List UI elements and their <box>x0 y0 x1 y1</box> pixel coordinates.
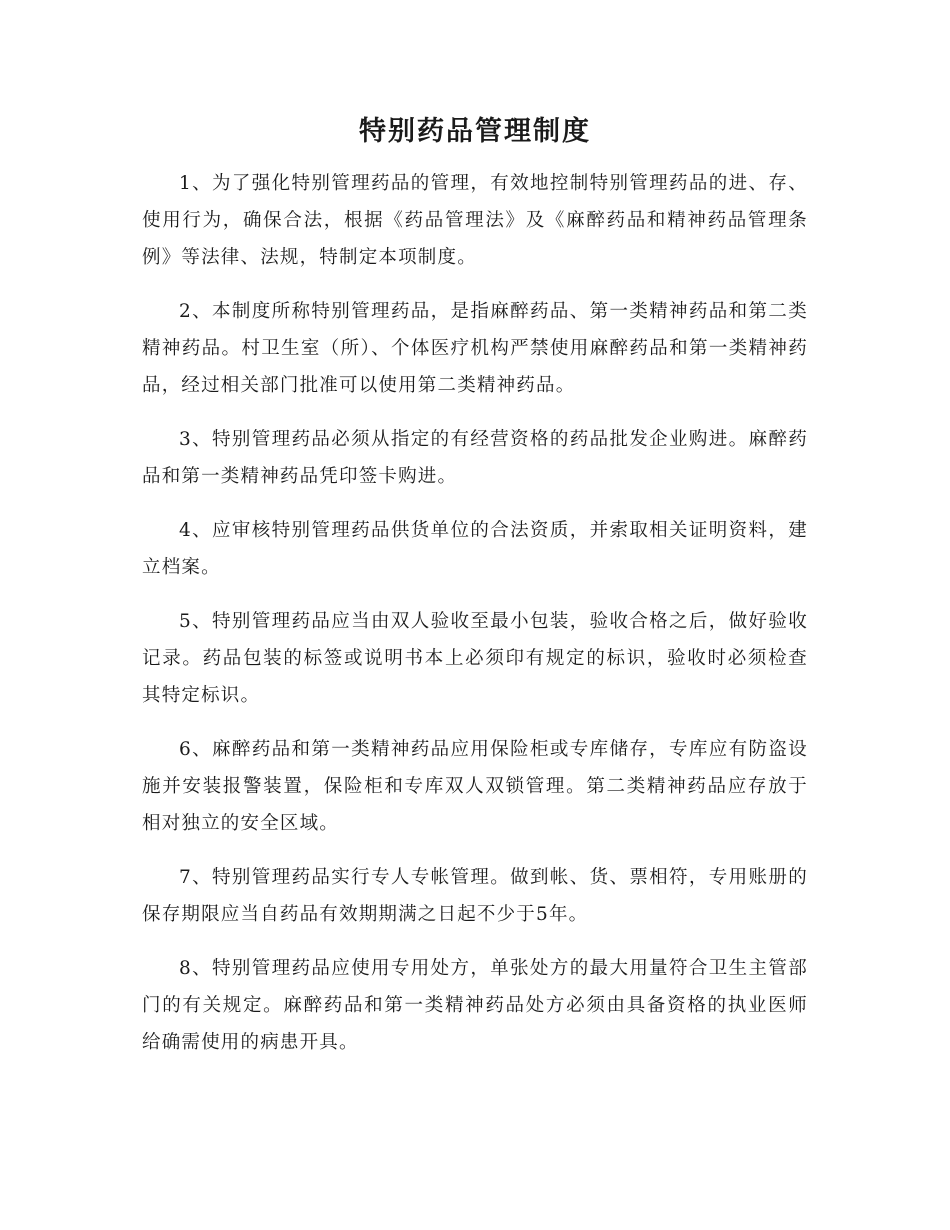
paragraph-3: 3、特别管理药品必须从指定的有经营资格的药品批发企业购进。麻醉药品和第一类精神药品凭印签卡购进。 <box>142 429 808 487</box>
paragraph-4: 4、应审核特别管理药品供货单位的合法资质，并索取相关证明资料，建立档案。 <box>142 520 808 578</box>
document-body <box>142 165 808 1078</box>
paragraph-5: 5、特别管理药品应当由双人验收至最小包装，验收合格之后，做好验收记录。药品包装的标签或说明书本上必须印有规定的标识，验收时必须检查其特定标识。 <box>142 611 808 706</box>
paragraph-7: 7、特别管理药品实行专人专帐管理。做到帐、货、票相符，专用账册的保存期限应当自药品有效期期满之日起不少于5年。 <box>142 867 808 925</box>
document-title: 特别药品管理制度 <box>359 116 591 147</box>
paragraph-1: 1、为了强化特别管理药品的管理，有效地控制特别管理药品的进、存、使用行为，确保合法，根据《药品管理法》及《麻醉药品和精神药品管理条例》等法律、法规，特制定本项制度。 <box>142 173 808 268</box>
paragraph-8: 8、特别管理药品应使用专用处方，单张处方的最大用量符合卫生主管部门的有关规定。麻醉药品和第一类精神药品处方必须由具备资格的执业医师给确需使用的病患开具。 <box>142 958 808 1053</box>
paragraph-6: 6、麻醉药品和第一类精神药品应用保险柜或专库储存，专库应有防盗设施并安装报警装置，保险柜和专库双人双锁管理。第二类精神药品应存放于相对独立的安全区域。 <box>142 739 808 834</box>
paragraph-2: 2、本制度所称特别管理药品，是指麻醉药品、第一类精神药品和第二类精神药品。村卫生室（所）、个体医疗机构严禁使用麻醉药品和第一类精神药品，经过相关部门批准可以使用第二类精神药品。 <box>142 301 808 396</box>
